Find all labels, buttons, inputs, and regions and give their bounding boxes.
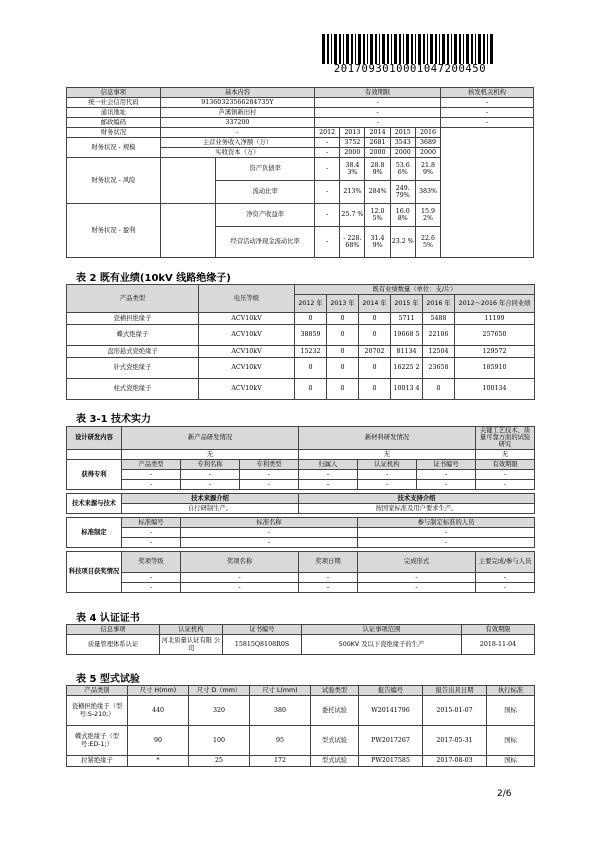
- header-cell: 奖项日期: [299, 551, 358, 572]
- support-value: 按国家标准及用户要求生产。: [299, 503, 535, 513]
- cell: -: [315, 227, 340, 258]
- cell: -: [358, 527, 535, 537]
- header-voltage: 电压等级: [199, 285, 295, 313]
- cell: 25.7 %: [340, 204, 365, 227]
- header-cell: 专利类型: [240, 459, 299, 469]
- barcode-bar: [387, 34, 389, 64]
- cell: 100: [189, 726, 250, 756]
- header-basic-content: 基本内容: [160, 88, 314, 98]
- barcode-bar: [331, 34, 332, 64]
- table-row: [67, 726, 535, 756]
- cell: 172: [250, 756, 311, 767]
- cell: 0: [359, 379, 391, 400]
- award-label: 科技项目获奖情况: [67, 551, 122, 592]
- cell: 320: [189, 696, 250, 726]
- barcode-bar: [478, 34, 481, 64]
- type-test-table: [66, 685, 535, 767]
- barcode-bar: [322, 34, 325, 64]
- cell: -: [160, 128, 314, 138]
- header-cell: 认证事项范围: [302, 625, 462, 635]
- header-cell: 认证机构: [160, 625, 223, 635]
- cell: 0: [327, 325, 359, 346]
- barcode-bar: [406, 34, 409, 64]
- header-year: 2014 年: [359, 295, 391, 313]
- table-row: [67, 479, 535, 489]
- cell: -: [315, 158, 340, 181]
- voltage: ACV10kV: [199, 313, 295, 325]
- cell: 3752: [340, 138, 365, 148]
- barcode-bar: [418, 34, 421, 64]
- cell: -: [181, 479, 240, 489]
- info-table: [66, 87, 534, 258]
- cell: 12.0 5%: [365, 204, 390, 227]
- cell: -: [315, 181, 340, 204]
- blank-cell: [160, 204, 215, 258]
- barcode-bar: [403, 34, 404, 64]
- cell: 81134: [391, 346, 423, 358]
- cell: 11199: [455, 313, 535, 325]
- header-product-type: 产品类型: [67, 285, 199, 313]
- cell: 0: [327, 346, 359, 358]
- header-cell: 产品类别: [67, 686, 128, 696]
- cell: 2017-05-31: [423, 726, 487, 756]
- table-row: [67, 537, 535, 547]
- header-cell: 奖项等级: [122, 551, 181, 572]
- header-cell: 证书编号: [417, 459, 476, 469]
- cell: -: [441, 108, 534, 118]
- cell: 蝶式绝缘子（型号:ED-1;）: [67, 726, 128, 756]
- barcode-bar: [343, 34, 344, 64]
- cell: 28.8 9%: [365, 158, 390, 181]
- cell: -: [441, 118, 534, 128]
- cell: -: [417, 469, 476, 479]
- cell: 249. 79%: [390, 181, 415, 204]
- barcode-bar: [435, 34, 437, 64]
- cell: 10013 4: [391, 379, 423, 400]
- barcode-bar: [447, 34, 449, 64]
- cell: -: [476, 582, 535, 592]
- cell: 38.4 3%: [340, 158, 365, 181]
- barcode-bar: [358, 34, 361, 64]
- product-type: 柱式瓷绝缘子: [67, 379, 199, 400]
- cell: -: [181, 582, 299, 592]
- cert-org: 河北质量认证有限 公司: [160, 635, 223, 655]
- barcode-bar: [463, 34, 464, 64]
- voltage: ACV10kV: [199, 379, 295, 400]
- product-type: 瓷横担绝缘子: [67, 313, 199, 325]
- cell: 国标: [487, 726, 535, 756]
- cell: -: [358, 572, 476, 582]
- barcode-bar: [334, 34, 337, 64]
- table-row: [67, 449, 535, 459]
- cell: -: [122, 479, 181, 489]
- cell: 无: [122, 449, 299, 459]
- cell: 2000: [390, 148, 415, 158]
- cell: 0: [327, 379, 359, 400]
- table-row: [67, 346, 535, 358]
- address-label: 通讯地址: [67, 108, 161, 118]
- cell: 12504: [423, 346, 455, 358]
- cell: 38859: [295, 325, 327, 346]
- table-row: [67, 572, 535, 582]
- cert-scope: 500KV 及以下瓷绝缘子的生产: [302, 635, 462, 655]
- risk-label: 财务状况 - 风险: [67, 158, 161, 204]
- cell: -: [441, 98, 534, 108]
- financial-label: 财务状况: [67, 128, 161, 138]
- header-issuing-org: 核发机关机构: [441, 88, 534, 98]
- barcode-bar: [351, 34, 353, 64]
- capital-label: 实收资本（万）: [160, 148, 314, 158]
- cell: 23658: [423, 358, 455, 379]
- cell: 380: [250, 696, 311, 726]
- header-cell: 执行标准: [487, 686, 535, 696]
- header-cell: 认证机构: [358, 459, 417, 469]
- blank-cell: [67, 449, 122, 459]
- cell: -: [315, 98, 441, 108]
- barcode-bar: [367, 34, 368, 64]
- cell: -: [299, 582, 358, 592]
- cell: 型式试验: [311, 756, 359, 767]
- new-product-header: 新产品研发情况: [122, 427, 299, 450]
- cell: 2000: [340, 148, 365, 158]
- year-2012: 2012: [315, 128, 340, 138]
- product-type: 针式瓷绝缘子: [67, 358, 199, 379]
- barcode-bar: [451, 34, 452, 64]
- key-process-header: 关键工艺技术、质量可靠方面的试验研究: [476, 427, 535, 450]
- cell: -: [358, 469, 417, 479]
- header-year: 2015 年: [391, 295, 423, 313]
- patent-label: 获得专利: [67, 459, 122, 489]
- table-row: [67, 379, 535, 400]
- cell: -: [315, 148, 340, 158]
- voltage: ACV10kV: [199, 358, 295, 379]
- table2-title: 表 2 既有业绩(10kV 线路绝缘子): [76, 273, 231, 284]
- header-cell: 尺寸 D（mm）: [189, 686, 250, 696]
- source-label: 技术来源与技术: [67, 493, 122, 513]
- cell: 25: [189, 756, 250, 767]
- cell: 31.4 9%: [365, 227, 390, 258]
- header-cell: 专利名称: [181, 459, 240, 469]
- cell: - 228. 68%: [340, 227, 365, 258]
- table3-title: 表 3-1 技术实力: [76, 414, 152, 425]
- postcode-label: 邮政编码: [67, 118, 161, 128]
- cell: 185910: [455, 358, 535, 379]
- barcode-bar: [442, 34, 445, 64]
- current-ratio-label: 流动比率: [216, 181, 315, 204]
- header-cell: 奖项名称: [181, 551, 299, 572]
- table-row: [67, 128, 534, 138]
- cell: 国标: [487, 756, 535, 767]
- cell: 213%: [340, 181, 365, 204]
- table-row: [67, 635, 535, 655]
- cell: PW2017267: [359, 726, 423, 756]
- barcode-bar: [339, 34, 341, 64]
- cell: 0: [359, 325, 391, 346]
- voltage: ACV10kV: [199, 325, 295, 346]
- barcode-bar: [466, 34, 469, 64]
- cell: -: [299, 572, 358, 582]
- cell: 22.6 5%: [415, 227, 440, 258]
- header-cell: 产品类型: [122, 459, 181, 469]
- cell: 129572: [455, 346, 535, 358]
- postcode-value: 337200: [160, 118, 314, 128]
- barcode-bar: [391, 34, 392, 64]
- cell: 22106: [423, 325, 455, 346]
- cell: 国标: [487, 696, 535, 726]
- cert-date: 2018-11-04: [462, 635, 535, 655]
- product-type: 盘形悬式瓷绝缘子: [67, 346, 199, 358]
- product-type: 蝶式绝缘子: [67, 325, 199, 346]
- header-cell: 参与制定标准的人员: [358, 517, 535, 527]
- cell: 2017-08-03: [423, 756, 487, 767]
- cell: -: [299, 469, 358, 479]
- barcode: [322, 34, 496, 64]
- certificate-table: [66, 624, 535, 655]
- cell: 3689: [415, 138, 440, 148]
- barcode-bar: [370, 34, 373, 64]
- roe-label: 净资产收益率: [216, 204, 315, 227]
- header-cell: 主要完成/参与人员: [476, 551, 535, 572]
- cell: -: [299, 479, 358, 489]
- cell: 53.6 6%: [390, 158, 415, 181]
- revenue-label: 主营业务收入净额（万）: [160, 138, 314, 148]
- cell: -: [122, 572, 181, 582]
- credit-code-label: 统一社会信用代码: [67, 98, 161, 108]
- table-row: [67, 325, 535, 346]
- table-row: [67, 756, 535, 767]
- cell: 委托试验: [311, 696, 359, 726]
- cell: 0: [359, 358, 391, 379]
- cell: -: [122, 537, 181, 547]
- barcode-bar: [327, 34, 329, 64]
- cell: -: [240, 479, 299, 489]
- cell: 21.8 9%: [415, 158, 440, 181]
- cell: PW2017585: [359, 756, 423, 767]
- cell: 0: [327, 358, 359, 379]
- barcode-bar: [471, 34, 473, 64]
- barcode-bar: [487, 34, 488, 64]
- barcode-number: 20170930100010472004​50: [333, 63, 487, 75]
- header-cell: 有效期限: [476, 459, 535, 469]
- cell: 2681: [365, 138, 390, 148]
- header-quantity: 既有业绩数量（单位：支/片）: [295, 285, 535, 295]
- header-cell: 尺寸 H(mm): [128, 686, 189, 696]
- cell: 瓷横担绝缘子（型号:S-210;）: [67, 696, 128, 726]
- cell: 拉紧绝缘子: [67, 756, 128, 767]
- cell: 无: [476, 449, 535, 459]
- barcode-bar: [459, 34, 461, 64]
- header-cell: 证书编号: [223, 625, 302, 635]
- table-row: [67, 503, 535, 513]
- standard-label: 标准制定: [67, 517, 122, 547]
- cell: -: [122, 527, 181, 537]
- header-cell: 信息事项: [67, 625, 160, 635]
- cell: 0: [295, 379, 327, 400]
- page-number: 2/6: [497, 789, 512, 799]
- header-year: 2013 年: [327, 295, 359, 313]
- cell: 5711: [391, 313, 423, 325]
- barcode-bar: [427, 34, 428, 64]
- barcode-bar: [382, 34, 385, 64]
- cell: 3543: [390, 138, 415, 148]
- cell: *: [128, 756, 189, 767]
- blank-cell: [160, 158, 215, 204]
- cell: 0: [423, 379, 455, 400]
- barcode-bar: [346, 34, 349, 64]
- cell: 257650: [455, 325, 535, 346]
- cell: 90: [128, 726, 189, 756]
- scale-label: 财务状况 - 规模: [67, 138, 161, 158]
- cell: 20702: [359, 346, 391, 358]
- cell: 100134: [455, 379, 535, 400]
- table-row: [67, 527, 535, 537]
- cell: 23.2 %: [390, 227, 415, 258]
- cashflow-ratio-label: 经营活动净现金流动比率: [216, 227, 315, 258]
- header-cell: 有效期限: [462, 625, 535, 635]
- barcode-bar: [363, 34, 365, 64]
- year-2016: 2016: [415, 128, 440, 138]
- header-validity: 有效期限: [315, 88, 441, 98]
- header-info-item: 信息事项: [67, 88, 161, 98]
- cell: 16225 2: [391, 358, 423, 379]
- year-2014: 2014: [365, 128, 390, 138]
- header-cell: 标准编号: [122, 517, 181, 527]
- cert-number: 15815Q8108R0S: [223, 635, 302, 655]
- cell: 2000: [365, 148, 390, 158]
- credit-code-value: 91360323566284735Y: [160, 98, 314, 108]
- table-row: [67, 98, 534, 108]
- cell: 15.9 2%: [415, 204, 440, 227]
- cell: -: [315, 138, 340, 148]
- table-row: [67, 118, 534, 128]
- cell: -: [181, 572, 299, 582]
- barcode-bar: [423, 34, 425, 64]
- table-row: [67, 582, 535, 592]
- table-row: [67, 108, 534, 118]
- cell: 15232: [295, 346, 327, 358]
- address-value: 芦溪镇新田村: [160, 108, 314, 118]
- year-2013: 2013: [340, 128, 365, 138]
- barcode-bar: [483, 34, 485, 64]
- barcode-bar: [490, 34, 493, 64]
- debt-ratio-label: 资产负债率: [216, 158, 315, 181]
- cell: 0: [359, 313, 391, 325]
- cell: -: [417, 479, 476, 489]
- cell: 19668 5: [391, 325, 423, 346]
- cell: -: [476, 479, 535, 489]
- header-year: 2016 年: [423, 295, 455, 313]
- cell: -: [476, 572, 535, 582]
- cert-item: 质量管理体系认证: [67, 635, 160, 655]
- cell: -: [315, 108, 441, 118]
- cell: 5488: [423, 313, 455, 325]
- performance-table: [66, 284, 535, 400]
- cell: 无: [299, 449, 476, 459]
- table-row: [67, 358, 535, 379]
- barcode-bar: [394, 34, 397, 64]
- profit-label: 财务状况 - 盈利: [67, 204, 161, 258]
- table4-title: 表 4 认证证书: [76, 613, 140, 624]
- new-material-header: 新材料研发情况: [299, 427, 476, 450]
- barcode-bar: [411, 34, 413, 64]
- cell: -: [122, 469, 181, 479]
- cell: -: [181, 527, 358, 537]
- header-year: 2012 年: [295, 295, 327, 313]
- cell: -: [358, 582, 476, 592]
- cell: 2015-01-07: [423, 696, 487, 726]
- year-2015: 2015: [390, 128, 415, 138]
- cell: 284%: [365, 181, 390, 204]
- source-intro-header: 技术来源介绍: [122, 493, 299, 503]
- cell: -: [240, 469, 299, 479]
- cell: 440: [128, 696, 189, 726]
- cell: 2000: [415, 148, 440, 158]
- cell: -: [476, 469, 535, 479]
- header-cell: 报告编号: [359, 686, 423, 696]
- table5-title: 表 5 型式试验: [76, 674, 140, 685]
- source-value: 自行研制生产。: [122, 503, 299, 513]
- barcode-bar: [399, 34, 401, 64]
- barcode-bar: [430, 34, 433, 64]
- barcode-bar: [439, 34, 440, 64]
- barcode-bar: [379, 34, 380, 64]
- cell: -: [358, 537, 535, 547]
- header-cell: 完成形式: [358, 551, 476, 572]
- cell: 0: [295, 313, 327, 325]
- table-row: [67, 469, 535, 479]
- header-cell: 归属人: [299, 459, 358, 469]
- header-cell: 尺寸 L(mm): [250, 686, 311, 696]
- cell: W20141796: [359, 696, 423, 726]
- cell: 383%: [415, 181, 440, 204]
- issuing-org-blank: [441, 128, 534, 258]
- cell: -: [358, 479, 417, 489]
- table-row: [67, 696, 535, 726]
- header-cell: 报告出具日期: [423, 686, 487, 696]
- cell: 0: [295, 358, 327, 379]
- header-total: 2012～2016 年合同业绩: [455, 295, 535, 313]
- header-cell: 标准名称: [181, 517, 358, 527]
- cell: -: [122, 582, 181, 592]
- cell: -: [315, 204, 340, 227]
- cell: -: [181, 537, 358, 547]
- design-label: 设计研发内容: [67, 427, 122, 450]
- header-cell: 试验类型: [311, 686, 359, 696]
- cell: -: [181, 469, 240, 479]
- cell: 16.0 8%: [390, 204, 415, 227]
- cell: 95: [250, 726, 311, 756]
- barcode-bar: [355, 34, 356, 64]
- barcode-bar: [454, 34, 457, 64]
- tech-table: [66, 426, 535, 593]
- voltage: ACV10kV: [199, 346, 295, 358]
- support-intro-header: 技术支持介绍: [299, 493, 535, 503]
- table-row: [67, 313, 535, 325]
- cell: 型式试验: [311, 726, 359, 756]
- barcode-bar: [415, 34, 416, 64]
- cell: -: [315, 118, 441, 128]
- barcode-bar: [375, 34, 377, 64]
- barcode-bar: [475, 34, 476, 64]
- cell: 0: [327, 313, 359, 325]
